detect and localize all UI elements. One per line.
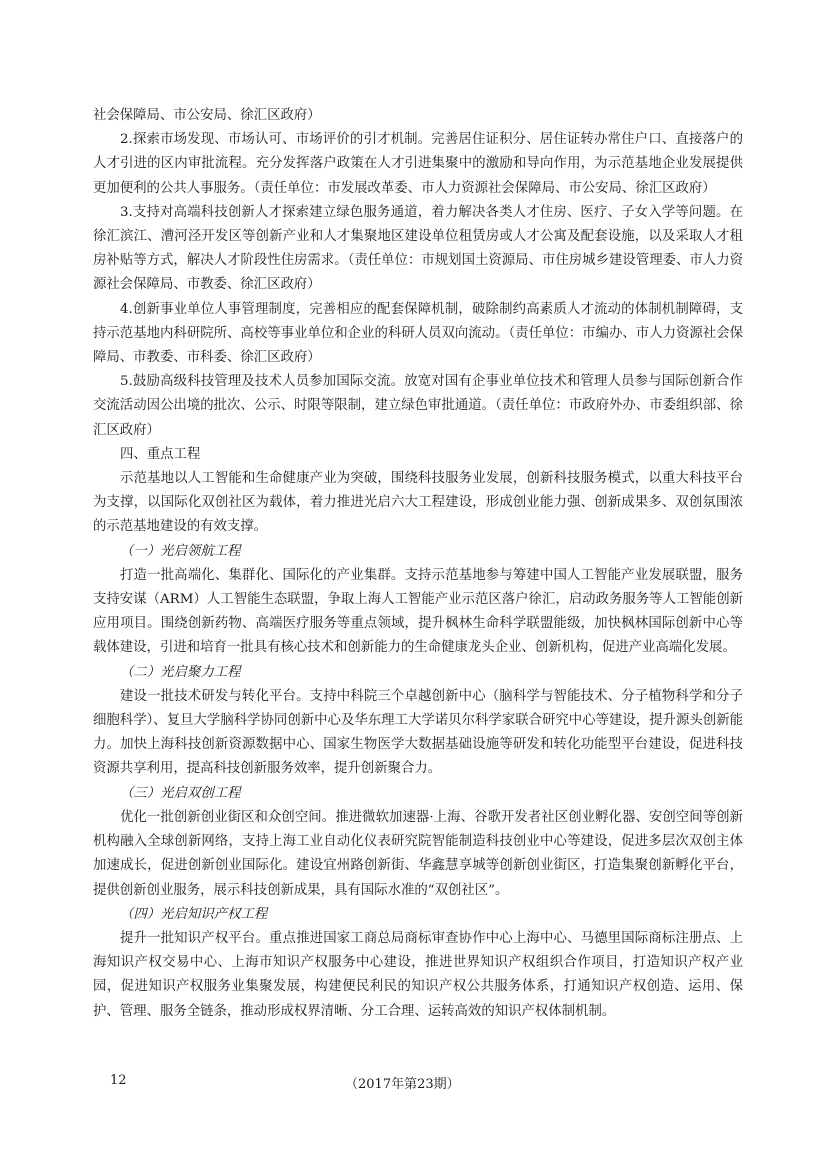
paragraph: 示范基地以人工智能和生命健康产业为突破，围绕科技服务业发展，创新科技服务模式，以重大科技平台为支撑，以国际化双创社区为载体，着力推进光启六大工程建设，形成创业能力强、创新成果多、双创氛围浓的示范基地建设的有效支撑。 xyxy=(93,471,743,535)
subsection-heading: （四）光启知识产权工程 xyxy=(120,906,268,922)
paragraph: 建设一批技术研发与转化平台。支持中科院三个卓越创新中心（脑科学与智能技术、分子植物科学和分子细胞科学）、复旦大学脑科学协同创新中心及华东理工大学诺贝尔科学家联合研究中心等建设，提升源头创新能力。加快上海科技创新资源数据中心、国家生物医学大数据基础设施等研发和转化功能型平台建设，促进科技资源共享利用，提高科技创新服务效率，提升创新聚合力。 xyxy=(93,688,743,777)
page-footer xyxy=(0,1073,827,1097)
paragraph: 打造一批高端化、集群化、国际化的产业集群。支持示范基地参与筹建中国人工智能产业发展联盟，服务支持安谋（ARM）人工智能生态联盟，争取上海人工智能产业示范区落户徐汇，启动政务服务等人工智能创新应用项目。围绕创新药物、高端医疗服务等重点领域，提升枫林生命科学联盟能级，加快枫林国际创新中心等载体建设，引进和培育一批具有核心技术和创新能力的生命健康龙头企业、创新机构，促进产业高端化发展。 xyxy=(93,567,743,656)
paragraph: 2.探索市场发现、市场认可、市场评价的引才机制。完善居住证积分、居住证转办常住户口、直接落户的人才引进的区内审批流程。充分发挥落户政策在人才引进集聚中的激励和导向作用，为示范基地企业发展提供更加便利的公共人事服务。（责任单位：市发展改革委、市人力资源社会保障局、市公安局、徐汇区政府） xyxy=(93,132,743,196)
section-heading: 四、重点工程 xyxy=(120,446,201,462)
paragraph: 5.鼓励高级科技管理及技术人员参加国际交流。放宽对国有企事业单位技术和管理人员参与国际创新合作交流活动因公出境的批次、公示、时限等限制，建立绿色审批通道。（责任单位：市政府外办、市委组织部、徐汇区政府） xyxy=(93,374,743,438)
paragraph: 社会保障局、市公安局、徐汇区政府） xyxy=(93,108,321,123)
issue-label: （2017年第23期） xyxy=(345,1077,460,1092)
paragraph: 优化一批创新创业街区和众创空间。推进微软加速器·上海、谷歌开发者社区创业孵化器、安创空间等创新机构融入全球创新网络，支持上海工业自动化仪表研究院智能制造科技创业中心等建设，促进多层次双创主体加速成长，促进创新创业国际化。建设宜州路创新街、华鑫慧享城等创新创业街区，打造集聚创新孵化平台，提供创新创业服务，展示科技创新成果，具有国际水准的“双创社区”。 xyxy=(93,809,743,898)
subsection-heading: （二）光启聚力工程 xyxy=(120,664,241,680)
page-number: 12 xyxy=(110,1073,127,1088)
subsection-heading: （一）光启领航工程 xyxy=(120,543,241,559)
subsection-heading: （三）光启双创工程 xyxy=(120,785,241,801)
document-body xyxy=(93,104,743,1024)
paragraph: 3.支持对高端科技创新人才探索建立绿色服务通道，着力解决各类人才住房、医疗、子女入学等问题。在徐汇滨江、漕河泾开发区等创新产业和人才集聚地区建设单位租赁房或人才公寓及配套设施，以及采取人才租房补贴等方式，解决人才阶段性住房需求。（责任单位：市规划国土资源局、市住房城乡建设管理委、市人力资源社会保障局、市教委、徐汇区政府） xyxy=(93,204,743,293)
paragraph: 提升一批知识产权平台。重点推进国家工商总局商标审查协作中心上海中心、马德里国际商标注册点、上海知识产权交易中心、上海市知识产权服务中心建设，推进世界知识产权组织合作项目，打造知识产权产业园，促进知识产权服务业集聚发展，构建便民利民的知识产权公共服务体系，打通知识产权创造、运用、保护、管理、服务全链条，推动形成权界清晰、分工合理、运转高效的知识产权体制机制。 xyxy=(93,930,743,1019)
paragraph: 4.创新事业单位人事管理制度，完善相应的配套保障机制，破除制约高素质人才流动的体制机制障碍，支持示范基地内科研院所、高校等事业单位和企业的科研人员双向流动。（责任单位：市编办、市人力资源社会保障局、市教委、市科委、徐汇区政府） xyxy=(93,301,743,366)
